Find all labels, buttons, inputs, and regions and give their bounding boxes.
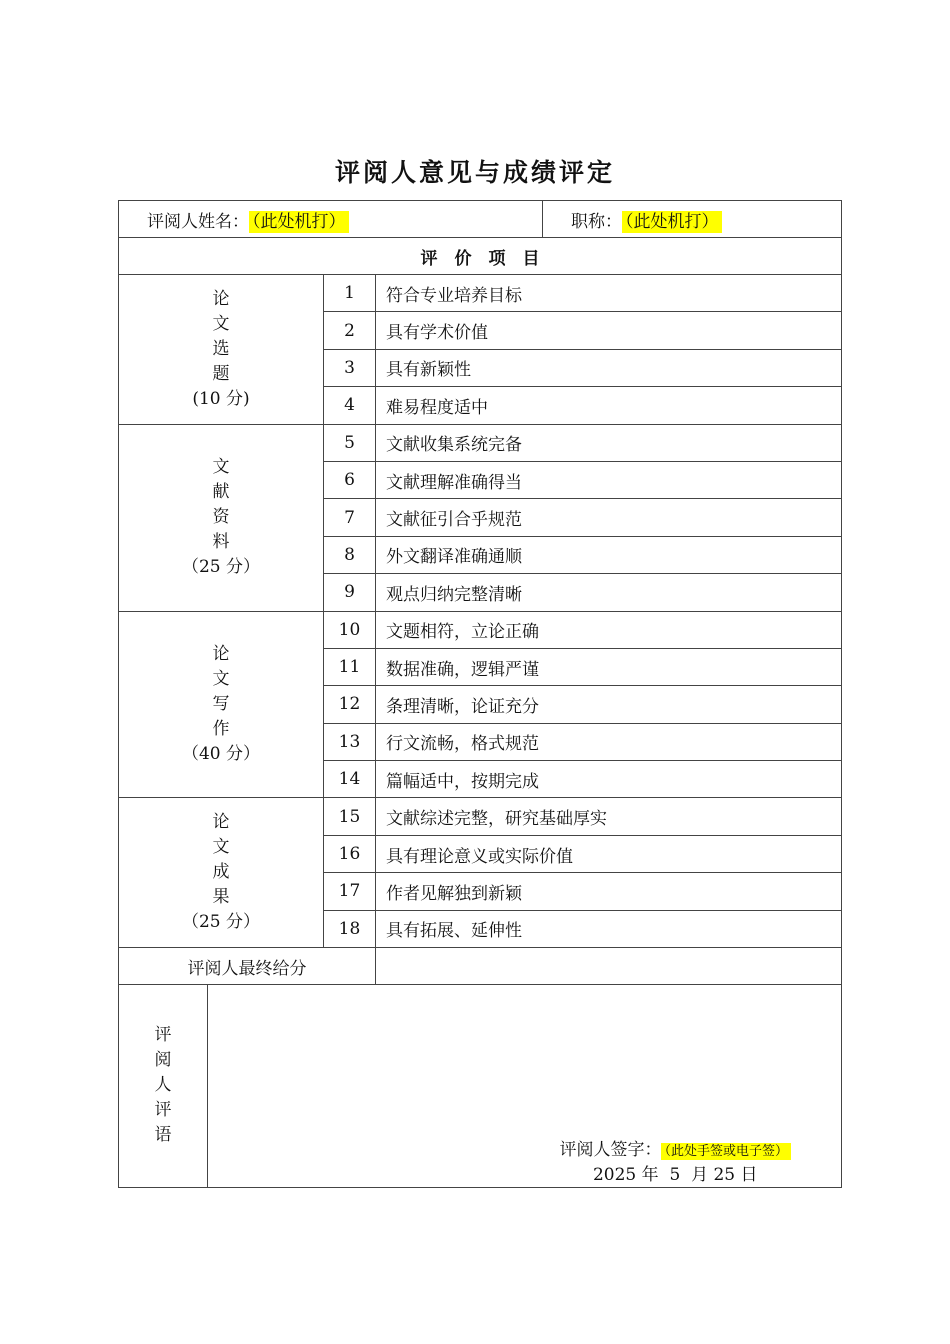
item-text: 具有理论意义或实际价值	[376, 835, 842, 872]
category-char: 作	[212, 718, 230, 739]
reviewer-name-value[interactable]: （此处机打）	[249, 211, 349, 233]
item-number: 8	[324, 536, 376, 573]
category-cell	[119, 275, 324, 425]
item-text: 行文流畅，格式规范	[376, 723, 842, 760]
table-row	[119, 424, 842, 461]
item-number: 4	[324, 387, 376, 424]
category-char: 论	[212, 288, 230, 309]
item-number: 13	[324, 723, 376, 760]
item-text: 外文翻译准确通顺	[376, 536, 842, 573]
category-char: 写	[212, 693, 230, 714]
table-row	[119, 611, 842, 648]
category-char: 献	[212, 482, 230, 503]
category-char: 料	[212, 532, 230, 553]
item-number: 15	[324, 798, 376, 835]
comments-label-char: 阅	[154, 1050, 172, 1071]
comments-label-char: 人	[154, 1075, 172, 1096]
category-score: （40 分）	[181, 743, 261, 764]
comments-label-char: 语	[154, 1125, 172, 1146]
category-char: 文	[212, 313, 230, 334]
reviewer-title-value[interactable]: （此处机打）	[622, 211, 722, 233]
comments-label-char: 评	[154, 1025, 172, 1046]
section-header: 评 价 项 目	[119, 238, 842, 275]
item-number: 12	[324, 686, 376, 723]
signature-label: 评阅人签字：	[559, 1140, 662, 1161]
item-number: 10	[324, 611, 376, 648]
signature-value[interactable]: （此处手签或电子签）	[661, 1143, 791, 1160]
comments-label	[119, 985, 208, 1188]
item-text: 符合专业培养目标	[376, 275, 842, 312]
category-char: 题	[212, 363, 230, 384]
comments-area[interactable]	[208, 985, 842, 1188]
item-number: 17	[324, 873, 376, 910]
item-number: 2	[324, 312, 376, 349]
category-char: 果	[212, 887, 230, 908]
item-text: 篇幅适中，按期完成	[376, 761, 842, 798]
item-text: 观点归纳完整清晰	[376, 574, 842, 611]
item-number: 14	[324, 761, 376, 798]
signature-block	[559, 1135, 791, 1185]
category-score: （25 分）	[181, 557, 261, 578]
item-number: 7	[324, 499, 376, 536]
item-number: 18	[324, 910, 376, 947]
item-number: 1	[324, 275, 376, 312]
category-score: (10 分)	[192, 388, 250, 409]
item-text: 文献综述完整，研究基础厚实	[376, 798, 842, 835]
category-char: 文	[212, 837, 230, 858]
item-text: 文献收集系统完备	[376, 424, 842, 461]
comments-label-char: 评	[154, 1100, 172, 1121]
item-number: 9	[324, 574, 376, 611]
final-score-value[interactable]	[376, 948, 842, 985]
category-char: 论	[212, 643, 230, 664]
item-number: 11	[324, 648, 376, 685]
reviewer-title-label: 职称：	[571, 211, 622, 232]
reviewer-name-cell	[119, 201, 543, 238]
item-number: 16	[324, 835, 376, 872]
reviewer-name-label: 评阅人姓名：	[147, 211, 249, 232]
page-title: 评阅人意见与成绩评定	[334, 158, 615, 187]
item-text: 难易程度适中	[376, 387, 842, 424]
category-char: 资	[212, 507, 230, 528]
category-score: （25 分）	[181, 912, 261, 933]
signature-date: 2025 年 5 月 25 日	[592, 1165, 758, 1186]
table-row	[119, 275, 842, 312]
item-text: 文献征引合乎规范	[376, 499, 842, 536]
category-char: 成	[212, 862, 230, 883]
item-number: 6	[324, 461, 376, 498]
final-score-label: 评阅人最终给分	[119, 948, 376, 985]
item-text: 条理清晰，论证充分	[376, 686, 842, 723]
item-text: 文题相符，立论正确	[376, 611, 842, 648]
reviewer-title-cell	[543, 201, 842, 238]
category-char: 论	[212, 812, 230, 833]
category-cell	[119, 798, 324, 948]
item-text: 具有新颖性	[376, 349, 842, 386]
item-number: 5	[324, 424, 376, 461]
item-number: 3	[324, 349, 376, 386]
item-text: 数据准确，逻辑严谨	[376, 648, 842, 685]
item-text: 具有拓展、延伸性	[376, 910, 842, 947]
item-text: 具有学术价值	[376, 312, 842, 349]
category-char: 文	[212, 457, 230, 478]
category-cell	[119, 611, 324, 798]
item-text: 作者见解独到新颖	[376, 873, 842, 910]
category-cell	[119, 424, 324, 611]
category-char: 选	[212, 338, 230, 359]
table-row	[119, 798, 842, 835]
item-text: 文献理解准确得当	[376, 461, 842, 498]
evaluation-table	[118, 200, 842, 1188]
category-char: 文	[212, 668, 230, 689]
